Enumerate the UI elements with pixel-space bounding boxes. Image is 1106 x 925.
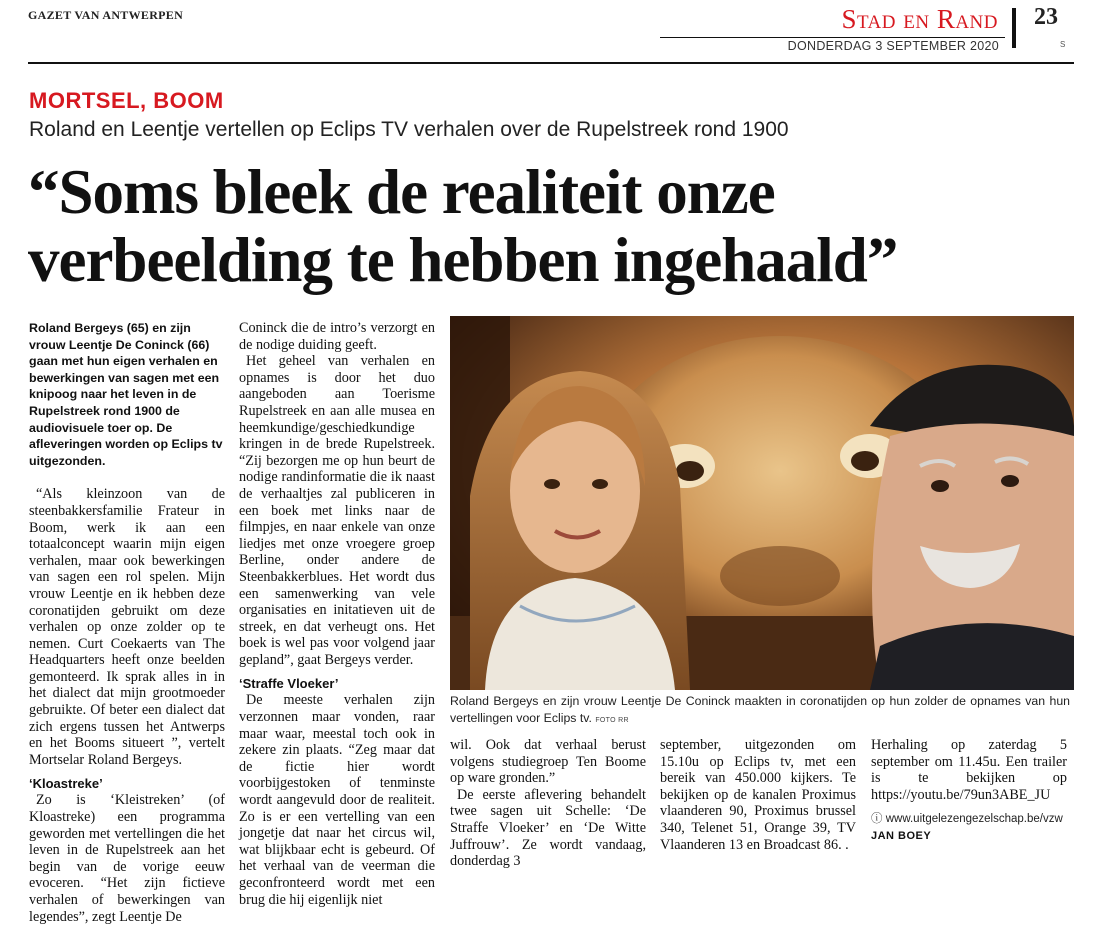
info-icon: ⓘ bbox=[871, 813, 883, 826]
body-paragraph: De eerste aflevering behandelt twee sagen uit Schelle: ‘De Straffe Vloeker’ en ‘De Witte Juffrouw’. Ze wordt vandaag, donderdag 3 bbox=[450, 786, 646, 870]
body-paragraph: Coninck die de intro’s verzorgt en de nodige duiding geeft. bbox=[239, 320, 435, 353]
article-headline bbox=[28, 158, 1088, 294]
headline-line-2: verbeelding te hebben ingehaald” bbox=[28, 225, 898, 295]
subheading-straffe-vloeker: ‘Straffe Vloeker’ bbox=[239, 676, 339, 692]
headline-line-1: “Soms bleek de realiteit onze bbox=[28, 157, 775, 227]
subheading-kloastreke: ‘Kloastreke’ bbox=[29, 776, 103, 792]
body-paragraph: “Als kleinzoon van de steenbakkersfamilie Frateur in Boom, werk ik aan een totaalconcept waarin mijn eigen verhalen, maar ook bewerkingen van sagen een rol spelen. Mijn vrouw Leentje en ik hebben deze coronatijden gebruikt om deze verhalen op onze zolder op te nemen. Curt Coekaerts van The Headquarters heeft onze beelden gemonteerd. Ik sprak alles in in het dialect dat mijn grootmoeder gebruikte. Of beter een dialect dat zich ergens tussen het Antwerps en het Booms situeert ”, vertelt Mortselar Roland Bergeys. bbox=[29, 486, 225, 768]
edition-letter: S bbox=[1060, 40, 1066, 49]
photo-illustration bbox=[450, 316, 1074, 690]
article-photo bbox=[450, 316, 1074, 690]
info-link[interactable] bbox=[871, 811, 1067, 828]
top-rule bbox=[28, 62, 1074, 64]
body-paragraph: wil. Ook dat verhaal berust volgens studiegroep Ten Boome op ware gronden.” bbox=[450, 737, 646, 787]
article-column-5 bbox=[871, 737, 1067, 845]
info-link-text: www.uitgelezengezelschap.be/vzw bbox=[885, 813, 1063, 826]
section-title: Stad en Rand bbox=[841, 4, 998, 34]
newspaper-name: GAZET VAN ANTWERPEN bbox=[28, 8, 184, 22]
article-column-4 bbox=[660, 737, 856, 853]
photo-caption bbox=[450, 693, 1070, 729]
caption-text: Roland Bergeys en zijn vrouw Leentje De Coninck maakten in coronatijden op hun zolder de opnames van hun vertellingen voor Eclips tv. bbox=[450, 694, 1070, 725]
article-kicker: MORTSEL, BOOM bbox=[29, 88, 224, 113]
issue-date: DONDERDAG 3 SEPTEMBER 2020 bbox=[787, 39, 999, 53]
photo-credit: FOTO RR bbox=[595, 716, 629, 724]
article-column-2 bbox=[239, 320, 435, 908]
body-paragraph: Het geheel van verhalen en opnames is door het duo aangeboden aan Toerisme Rupelstreek en aan alle musea en heemkundige/geschiedkundige kringen in de brede Rupelstreek. “Zij bezorgen me op hun beurt de nodige randinformatie die ik naast de verhaaltjes zal publiceren in een boek met links naar de filmpjes, en naar enkele van onze liedjes met onze vroegere groep Berline, onder andere de Steenbakkerblues. Het wordt dus een samenwerking van vele organisaties en initatieven uit de streek, en dat verheugt ons. Het boek is wel pas voor volgend jaar gepland”, gaat Bergeys verder. bbox=[239, 353, 435, 668]
masthead-divider bbox=[1012, 8, 1016, 48]
body-paragraph: september, uitgezonden om 15.10u op Eclips tv, met een bereik van 450.000 kijkers. Te bekijken op de kanalen Proximus vlaanderen 90, Proximus brussel 340, Telenet 51, Orange 39, TV Vlaanderen 13 en Broadcast 86. . bbox=[660, 737, 856, 853]
body-paragraph: De meeste verhalen zijn verzonnen maar vonden, raar maar waar, meestal toch ook in zekere zin plaats. “Zeg maar dat de fictie hier wordt voorbijgestoken of tenminste wordt aangevuld door de realiteit. Zo is er een vertelling van een jongetje dat naar het circus wil, wat blijkbaar echt is gebeurd. Of het verhaal van de veerman die geconfronteerd wordt met een brug die hij eigenlijk niet bbox=[239, 692, 435, 908]
author-byline: JAN BOEY bbox=[871, 829, 932, 842]
article-lead: Roland Bergeys (65) en zijn vrouw Leentje De Coninck (66) gaan met hun eigen verhalen en bewerkingen van sagen met een knipoog naar het leven in de Rupelstreek rond 1900 de audiovisuele toer op. De afleveringen worden op Eclips tv uitgezonden. bbox=[29, 321, 223, 468]
article-column-3 bbox=[450, 737, 646, 870]
body-paragraph: Zo is ‘Kleistreken’ (of Kloastreke) een programma geworden met vertellingen die het leven in de Rupelstreek aan het begin van de vorige eeuw evoceren. “Het zijn fictieve verhalen of bewerkingen van legendes”, zegt Leentje De bbox=[29, 792, 225, 925]
body-paragraph: Herhaling op zaterdag 5 september om 11.45u. Een trailer is te bekijken op https://youtu.be/79un3ABE_JU bbox=[871, 737, 1067, 803]
masthead-rule bbox=[660, 37, 1005, 38]
article-subhead: Roland en Leentje vertellen op Eclips TV verhalen over de Rupelstreek rond 1900 bbox=[29, 118, 789, 141]
page-number: 23 bbox=[1034, 4, 1058, 30]
article-column-1 bbox=[29, 320, 225, 925]
